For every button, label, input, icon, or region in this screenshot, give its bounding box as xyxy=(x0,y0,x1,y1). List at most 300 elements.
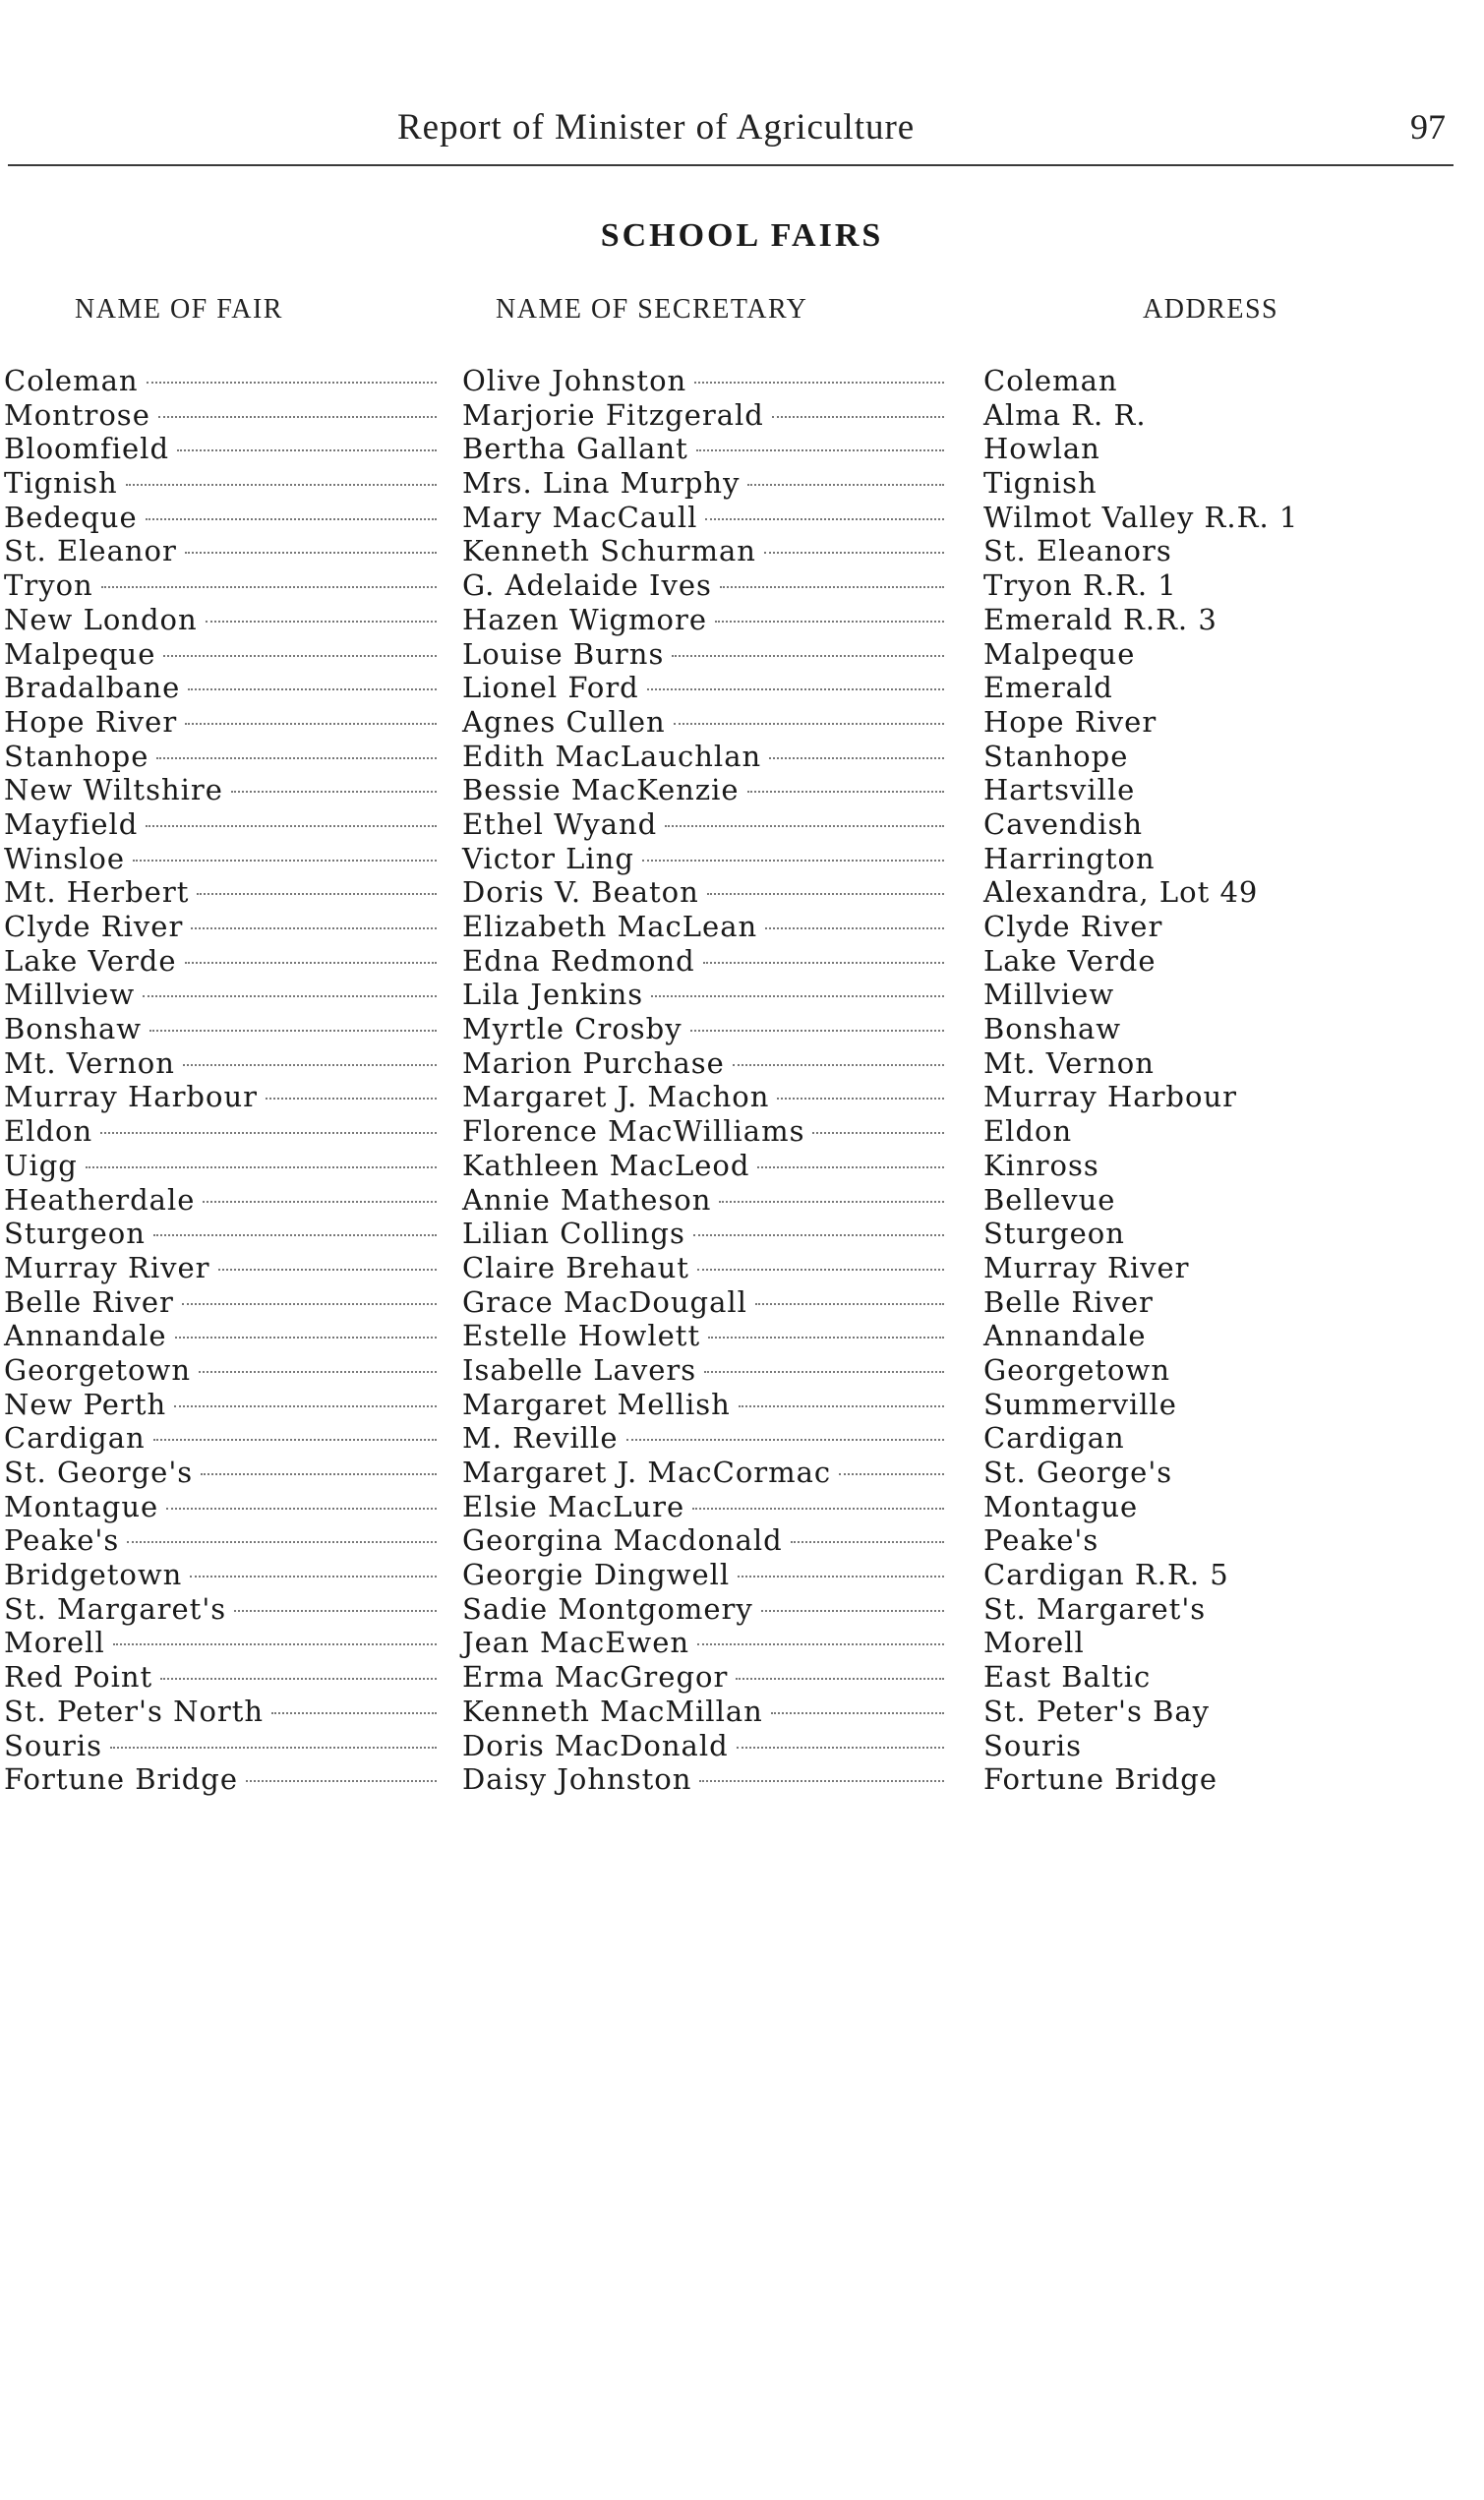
address-text: Wilmot Valley R.R. 1 xyxy=(983,500,1299,534)
dot-leader xyxy=(738,1576,944,1577)
cell-secretary xyxy=(462,1388,944,1422)
address-text: Murray Harbour xyxy=(983,1080,1237,1114)
dot-leader xyxy=(747,484,944,486)
fair-text: Souris xyxy=(4,1728,103,1762)
cell-fair xyxy=(4,1558,437,1592)
cell-secretary xyxy=(462,807,944,842)
fair-text: Clyde River xyxy=(4,910,184,943)
address-text: Summerville xyxy=(983,1387,1177,1421)
cell-fair xyxy=(4,568,437,603)
dot-leader xyxy=(86,1166,437,1168)
address-text: Alma R. R. xyxy=(983,397,1147,432)
cell-address xyxy=(983,1421,1455,1456)
cell-address xyxy=(983,501,1455,535)
fair-text: Cardigan xyxy=(4,1421,146,1456)
secretary-text: G. Adelaide Ives xyxy=(462,568,712,603)
cell-address xyxy=(983,1626,1455,1660)
dot-leader xyxy=(201,1473,437,1475)
table-row xyxy=(0,364,1484,398)
cell-secretary xyxy=(462,1695,944,1729)
cell-address xyxy=(983,1080,1455,1114)
address-text: Mt. Vernon xyxy=(983,1045,1155,1080)
table-row xyxy=(0,740,1484,774)
address-text: Murray River xyxy=(983,1250,1190,1284)
cell-address xyxy=(983,364,1455,398)
dot-leader xyxy=(720,586,944,588)
cell-fair xyxy=(4,534,437,568)
dot-leader xyxy=(158,416,437,418)
table-row xyxy=(0,1217,1484,1251)
dot-leader xyxy=(203,1201,437,1203)
dot-leader xyxy=(101,586,437,588)
cell-fair xyxy=(4,1729,437,1763)
dot-leader xyxy=(839,1473,944,1475)
fair-text: New Perth xyxy=(4,1387,167,1421)
table-row xyxy=(0,910,1484,944)
table-row xyxy=(0,807,1484,842)
table-row xyxy=(0,568,1484,603)
dot-leader xyxy=(703,962,944,964)
dot-leader xyxy=(739,1405,944,1407)
cell-fair xyxy=(4,910,437,944)
table-row xyxy=(0,1762,1484,1797)
secretary-text: Isabelle Lavers xyxy=(462,1352,697,1387)
dot-leader xyxy=(651,995,944,997)
secretary-text: Doris MacDonald xyxy=(462,1728,729,1762)
secretary-text: Agnes Cullen xyxy=(462,704,666,739)
secretary-text: Bessie MacKenzie xyxy=(462,773,740,807)
cell-secretary xyxy=(462,1183,944,1218)
dot-leader xyxy=(191,927,437,929)
fair-text: Tignish xyxy=(4,466,118,501)
cell-fair xyxy=(4,1388,437,1422)
fair-text: New Wiltshire xyxy=(4,773,223,807)
cell-fair xyxy=(4,501,437,535)
table-row xyxy=(0,705,1484,740)
address-text: Hartsville xyxy=(983,773,1136,807)
dot-leader xyxy=(755,1303,944,1305)
cell-secretary xyxy=(462,501,944,535)
cell-address xyxy=(983,1592,1455,1627)
column-header-address: ADDRESS xyxy=(1143,294,1279,325)
fair-text: St. George's xyxy=(4,1456,194,1489)
dot-leader xyxy=(696,449,944,451)
address-text: Malpeque xyxy=(983,636,1136,671)
dot-leader xyxy=(183,1064,437,1066)
cell-address xyxy=(983,740,1455,774)
secretary-text: Hazen Wigmore xyxy=(462,602,708,636)
secretary-text: Kenneth Schurman xyxy=(462,534,756,568)
dot-leader xyxy=(188,688,437,690)
secretary-text: Sadie Montgomery xyxy=(462,1591,753,1626)
fair-text: Eldon xyxy=(4,1114,93,1149)
cell-secretary xyxy=(462,603,944,637)
page-number: 97 xyxy=(1410,107,1446,147)
secretary-text: Lilian Collings xyxy=(462,1217,685,1251)
running-title: Report of Minister of Agriculture xyxy=(397,107,916,148)
dot-leader xyxy=(160,1678,437,1680)
secretary-text: Erma MacGregor xyxy=(462,1660,729,1695)
fair-text: Lake Verde xyxy=(4,943,177,978)
dot-leader xyxy=(231,791,437,793)
cell-address xyxy=(983,1695,1455,1729)
secretary-text: Edna Redmond xyxy=(462,943,695,978)
address-text: Peake's xyxy=(983,1523,1099,1558)
address-text: Stanhope xyxy=(983,739,1129,773)
cell-address xyxy=(983,944,1455,979)
dot-leader xyxy=(736,1678,944,1680)
cell-address xyxy=(983,842,1455,876)
cell-secretary xyxy=(462,1285,944,1320)
table-row xyxy=(0,1285,1484,1320)
cell-secretary xyxy=(462,1012,944,1046)
cell-secretary xyxy=(462,1080,944,1114)
address-text: Emerald R.R. 3 xyxy=(983,602,1217,636)
fair-text: St. Eleanor xyxy=(4,534,177,568)
table-row xyxy=(0,875,1484,910)
cell-fair xyxy=(4,842,437,876)
table-row xyxy=(0,1251,1484,1285)
dot-leader xyxy=(693,1234,944,1236)
cell-fair xyxy=(4,398,437,433)
secretary-text: Myrtle Crosby xyxy=(462,1012,683,1046)
secretary-text: Ethel Wyand xyxy=(462,806,658,841)
fair-text: Montrose xyxy=(4,397,150,432)
address-text: Cardigan R.R. 5 xyxy=(983,1558,1229,1592)
secretary-text: Claire Brehaut xyxy=(462,1250,689,1284)
address-text: Georgetown xyxy=(983,1352,1170,1387)
secretary-text: Bertha Gallant xyxy=(462,432,688,466)
cell-secretary xyxy=(462,705,944,740)
fair-text: Coleman xyxy=(4,364,139,397)
secretary-text: Doris V. Beaton xyxy=(462,875,699,910)
table-row xyxy=(0,1046,1484,1081)
cell-secretary xyxy=(462,978,944,1012)
fair-text: Heatherdale xyxy=(4,1182,196,1217)
cell-address xyxy=(983,1490,1455,1524)
address-text: Fortune Bridge xyxy=(983,1762,1217,1797)
fair-text: Bonshaw xyxy=(4,1012,143,1046)
cell-secretary xyxy=(462,1217,944,1251)
cell-fair xyxy=(4,1660,437,1695)
fair-text: New London xyxy=(4,602,198,636)
dot-leader xyxy=(812,1132,944,1134)
cell-fair xyxy=(4,1695,437,1729)
address-text: Millview xyxy=(983,978,1115,1012)
table-row xyxy=(0,978,1484,1012)
cell-secretary xyxy=(462,1729,944,1763)
fair-text: Stanhope xyxy=(4,739,149,773)
dot-leader xyxy=(704,1371,944,1373)
table-row xyxy=(0,603,1484,637)
dot-leader xyxy=(692,1508,944,1510)
table-row xyxy=(0,1626,1484,1660)
dot-leader xyxy=(791,1541,944,1543)
dot-leader xyxy=(175,1337,437,1339)
dot-leader xyxy=(271,1712,437,1714)
dot-leader xyxy=(772,416,944,418)
address-text: St. Eleanors xyxy=(983,534,1172,568)
dot-leader xyxy=(747,791,944,793)
address-text: Bellevue xyxy=(983,1182,1116,1217)
address-text: Emerald xyxy=(983,671,1113,705)
fair-text: Tryon xyxy=(4,568,93,603)
fair-text: Georgetown xyxy=(4,1352,191,1387)
secretary-text: Estelle Howlett xyxy=(462,1319,701,1353)
cell-secretary xyxy=(462,671,944,705)
secretary-text: Elsie MacLure xyxy=(462,1489,685,1523)
cell-secretary xyxy=(462,740,944,774)
cell-fair xyxy=(4,1251,437,1285)
table-row xyxy=(0,466,1484,501)
cell-secretary xyxy=(462,1592,944,1627)
cell-address xyxy=(983,875,1455,910)
fair-text: Mayfield xyxy=(4,806,139,841)
cell-secretary xyxy=(462,1490,944,1524)
table-row xyxy=(0,501,1484,535)
fair-text: Morell xyxy=(4,1626,105,1660)
address-text: St. Margaret's xyxy=(983,1591,1207,1626)
address-text: Souris xyxy=(983,1728,1083,1762)
fair-text: Winsloe xyxy=(4,841,126,875)
table-row xyxy=(0,1660,1484,1695)
address-text: Sturgeon xyxy=(983,1217,1125,1251)
secretary-text: Georgina Macdonald xyxy=(462,1523,783,1558)
cell-fair xyxy=(4,1046,437,1081)
cell-address xyxy=(983,1319,1455,1353)
dot-leader xyxy=(647,688,944,690)
secretary-text: Margaret J. Machon xyxy=(462,1080,770,1114)
cell-fair xyxy=(4,1490,437,1524)
cell-fair xyxy=(4,1149,437,1183)
cell-fair xyxy=(4,1421,437,1456)
cell-secretary xyxy=(462,1149,944,1183)
cell-secretary xyxy=(462,1421,944,1456)
cell-fair xyxy=(4,1523,437,1558)
fair-text: Mt. Vernon xyxy=(4,1045,175,1080)
cell-secretary xyxy=(462,364,944,398)
dot-leader xyxy=(218,1269,437,1271)
cell-secretary xyxy=(462,1660,944,1695)
address-text: Annandale xyxy=(983,1319,1147,1353)
cell-address xyxy=(983,1183,1455,1218)
dot-leader xyxy=(674,723,944,725)
table-row xyxy=(0,1149,1484,1183)
table-row xyxy=(0,944,1484,979)
cell-secretary xyxy=(462,842,944,876)
dot-leader xyxy=(206,621,437,623)
table-row xyxy=(0,534,1484,568)
cell-fair xyxy=(4,1353,437,1388)
cell-address xyxy=(983,568,1455,603)
fair-text: Mt. Herbert xyxy=(4,875,190,910)
table-row xyxy=(0,842,1484,876)
dot-leader xyxy=(764,552,944,554)
secretary-text: Jean MacEwen xyxy=(462,1626,690,1660)
table-row xyxy=(0,1012,1484,1046)
cell-address xyxy=(983,773,1455,807)
secretary-text: Victor Ling xyxy=(462,841,634,875)
dot-leader xyxy=(719,1201,944,1203)
table-row xyxy=(0,1523,1484,1558)
dot-leader xyxy=(199,1371,437,1373)
secretary-text: Louise Burns xyxy=(462,636,665,671)
address-text: Cavendish xyxy=(983,806,1144,841)
cell-address xyxy=(983,1149,1455,1183)
address-text: Cardigan xyxy=(983,1421,1125,1456)
secretary-text: Grace MacDougall xyxy=(462,1284,747,1319)
dot-leader xyxy=(771,1712,944,1714)
cell-address xyxy=(983,807,1455,842)
cell-fair xyxy=(4,1080,437,1114)
dot-leader xyxy=(737,1747,944,1749)
dot-leader xyxy=(672,655,944,657)
cell-address xyxy=(983,1285,1455,1320)
fair-text: Fortune Bridge xyxy=(4,1762,238,1797)
fair-text: Annandale xyxy=(4,1319,167,1353)
secretary-text: Georgie Dingwell xyxy=(462,1558,731,1592)
cell-secretary xyxy=(462,1456,944,1490)
dot-leader xyxy=(153,1234,437,1236)
fair-text: Millview xyxy=(4,978,136,1012)
dot-leader xyxy=(626,1439,945,1441)
cell-address xyxy=(983,1012,1455,1046)
dot-leader xyxy=(197,893,437,895)
address-text: Harrington xyxy=(983,841,1156,875)
secretary-text: Margaret J. MacCormac xyxy=(462,1456,832,1489)
cell-fair xyxy=(4,875,437,910)
secretary-text: Mary MacCaull xyxy=(462,500,698,534)
address-text: Tryon R.R. 1 xyxy=(983,568,1177,603)
fair-text: Bedeque xyxy=(4,500,138,534)
secretary-text: Kenneth MacMillan xyxy=(462,1694,763,1728)
cell-fair xyxy=(4,807,437,842)
fair-text: Malpeque xyxy=(4,636,156,671)
dot-leader xyxy=(177,449,437,451)
secretary-text: M. Reville xyxy=(462,1421,619,1456)
secretary-text: Florence MacWilliams xyxy=(462,1114,805,1149)
cell-address xyxy=(983,398,1455,433)
cell-address xyxy=(983,1660,1455,1695)
cell-secretary xyxy=(462,1523,944,1558)
dot-leader xyxy=(699,1780,944,1782)
cell-secretary xyxy=(462,773,944,807)
cell-fair xyxy=(4,671,437,705)
table-row xyxy=(0,1353,1484,1388)
dot-leader xyxy=(149,1030,437,1032)
table-row xyxy=(0,1114,1484,1149)
table-row xyxy=(0,1421,1484,1456)
cell-fair xyxy=(4,1012,437,1046)
cell-address xyxy=(983,1114,1455,1149)
dot-leader xyxy=(708,1337,944,1339)
cell-secretary xyxy=(462,534,944,568)
dot-leader xyxy=(769,757,944,759)
dot-leader xyxy=(146,825,437,827)
cell-address xyxy=(983,1046,1455,1081)
fair-text: Hope River xyxy=(4,704,178,739)
dot-leader xyxy=(266,1098,437,1100)
secretary-text: Lionel Ford xyxy=(462,671,639,705)
cell-address xyxy=(983,466,1455,501)
cell-fair xyxy=(4,1762,437,1797)
cell-secretary xyxy=(462,637,944,672)
cell-address xyxy=(983,1762,1455,1797)
table-row xyxy=(0,1456,1484,1490)
cell-fair xyxy=(4,1114,437,1149)
dot-leader xyxy=(163,655,437,657)
cell-fair xyxy=(4,364,437,398)
dot-leader xyxy=(697,1643,944,1645)
cell-secretary xyxy=(462,1353,944,1388)
cell-secretary xyxy=(462,1319,944,1353)
cell-secretary xyxy=(462,1114,944,1149)
address-text: Alexandra, Lot 49 xyxy=(983,875,1259,910)
cell-address xyxy=(983,671,1455,705)
cell-secretary xyxy=(462,466,944,501)
dot-leader xyxy=(765,927,944,929)
cell-secretary xyxy=(462,568,944,603)
address-text: Tignish xyxy=(983,466,1098,501)
address-text: Bonshaw xyxy=(983,1012,1122,1046)
cell-secretary xyxy=(462,1626,944,1660)
fair-text: St. Peter's North xyxy=(4,1694,265,1728)
cell-fair xyxy=(4,466,437,501)
dot-leader xyxy=(715,621,944,623)
fair-text: Bloomfield xyxy=(4,432,170,466)
cell-fair xyxy=(4,1592,437,1627)
fair-text: Peake's xyxy=(4,1523,120,1558)
fair-text: Murray River xyxy=(4,1250,210,1284)
address-text: Montague xyxy=(983,1489,1139,1523)
cell-fair xyxy=(4,1456,437,1490)
table-row xyxy=(0,1695,1484,1729)
cell-fair xyxy=(4,637,437,672)
address-text: Howlan xyxy=(983,432,1100,466)
cell-fair xyxy=(4,1319,437,1353)
table-row xyxy=(0,671,1484,705)
cell-fair xyxy=(4,1217,437,1251)
address-text: Morell xyxy=(983,1626,1085,1660)
dot-leader xyxy=(665,825,944,827)
cell-fair xyxy=(4,740,437,774)
cell-secretary xyxy=(462,1558,944,1592)
secretary-text: Daisy Johnston xyxy=(462,1762,692,1797)
cell-fair xyxy=(4,603,437,637)
cell-fair xyxy=(4,705,437,740)
cell-fair xyxy=(4,1183,437,1218)
secretary-text: Kathleen MacLeod xyxy=(462,1148,750,1182)
fair-text: St. Margaret's xyxy=(4,1591,227,1626)
cell-address xyxy=(983,637,1455,672)
dot-leader xyxy=(166,1508,437,1510)
cell-address xyxy=(983,1353,1455,1388)
dot-leader xyxy=(777,1098,944,1100)
fair-text: Red Point xyxy=(4,1660,153,1695)
cell-secretary xyxy=(462,1762,944,1797)
dot-leader xyxy=(707,893,944,895)
cell-fair xyxy=(4,1626,437,1660)
dot-leader xyxy=(190,1576,437,1577)
cell-fair xyxy=(4,944,437,979)
fair-text: Bridgetown xyxy=(4,1558,183,1592)
secretary-text: Elizabeth MacLean xyxy=(462,910,758,943)
dot-leader xyxy=(185,552,437,554)
dot-leader xyxy=(690,1030,944,1032)
dot-leader xyxy=(185,723,437,725)
table-row xyxy=(0,1319,1484,1353)
dot-leader xyxy=(143,995,437,997)
